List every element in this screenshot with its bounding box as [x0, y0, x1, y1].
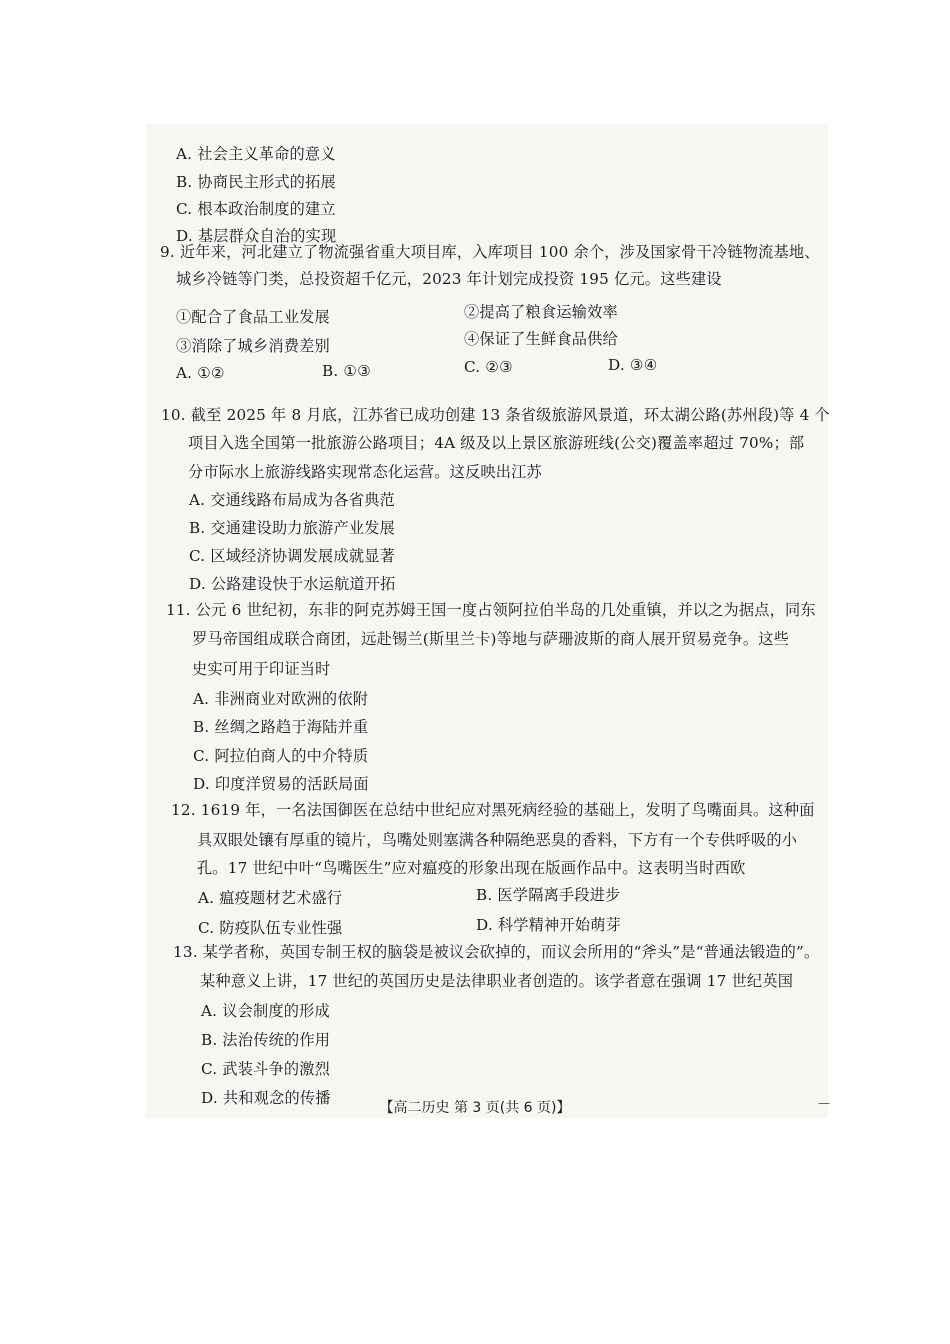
q12-option-d: D. 科学精神开始萌芽 — [476, 916, 621, 934]
q9-item-1: ①配合了食品工业发展 — [176, 308, 330, 326]
q8-option-a: A. 社会主义革命的意义 — [176, 145, 336, 163]
q12-stem-line1: 12. 1619 年，一名法国御医在总结中世纪应对黑死病经验的基础上，发明了鸟嘴面具。这种面 — [171, 801, 815, 819]
footer-mark: — — [818, 1096, 830, 1110]
q9-item-2: ②提高了粮食运输效率 — [464, 303, 618, 321]
page-footer: 【高二历史 第 3 页(共 6 页)】 — [379, 1100, 571, 1116]
q10-stem-line3: 分市际水上旅游线路实现常态化运营。这反映出江苏 — [188, 463, 542, 481]
q9-item-3: ③消除了城乡消费差别 — [176, 337, 330, 355]
q8-option-d: D. 基层群众自治的实现 — [176, 227, 337, 245]
q12-option-a: A. 瘟疫题材艺术盛行 — [198, 889, 343, 907]
q11-stem-line2: 罗马帝国组成联合商团，远赴锡兰(斯里兰卡)等地与萨珊波斯的商人展开贸易竞争。这些 — [192, 630, 789, 648]
q11-option-c: C. 阿拉伯商人的中介特质 — [193, 747, 369, 765]
q9-option-c: C. ②③ — [464, 358, 513, 376]
q10-stem-line2: 项目入选全国第一批旅游公路项目；4A 级及以上景区旅游班线(公交)覆盖率超过 70%；部 — [188, 434, 805, 452]
q9-option-d: D. ③④ — [608, 356, 658, 374]
q11-option-d: D. 印度洋贸易的活跃局面 — [193, 775, 369, 793]
q12-stem-line3: 孔。17 世纪中叶“鸟嘴医生”应对瘟疫的形象出现在版画作品中。这表明当时西欧 — [197, 859, 746, 877]
q13-stem-line2: 某种意义上讲，17 世纪的英国历史是法律职业者创造的。该学者意在强调 17 世纪英国 — [200, 972, 794, 990]
q10-option-c: C. 区域经济协调发展成就显著 — [189, 547, 395, 565]
q12-option-b: B. 医学隔离手段进步 — [476, 886, 621, 904]
q10-option-a: A. 交通线路布局成为各省典范 — [189, 491, 395, 509]
q13-stem-line1: 13. 某学者称，英国专制王权的脑袋是被议会砍掉的，而议会所用的“斧头”是“普通法锻造的”。 — [173, 943, 820, 961]
q9-stem-line1: 9. 近年来，河北建立了物流强省重大项目库，入库项目 100 余个，涉及国家骨干冷链物流基地、 — [160, 243, 820, 261]
q8-option-c: C. 根本政治制度的建立 — [176, 200, 336, 218]
q11-stem-line1: 11. 公元 6 世纪初，东非的阿克苏姆王国一度占领阿拉伯半岛的几处重镇，并以之为据点，同东 — [166, 601, 816, 619]
q11-option-a: A. 非洲商业对欧洲的依附 — [193, 690, 369, 708]
q12-option-c: C. 防疫队伍专业性强 — [198, 919, 343, 937]
q12-stem-line2: 具双眼处镶有厚重的镜片，鸟嘴处则塞满各种隔绝恶臭的香料，下方有一个专供呼吸的小 — [197, 831, 798, 849]
q10-option-b: B. 交通建设助力旅游产业发展 — [189, 519, 396, 537]
q8-option-b: B. 协商民主形式的拓展 — [176, 173, 336, 191]
q11-stem-line3: 史实可用于印证当时 — [192, 660, 331, 678]
q9-stem-line2: 城乡冷链等门类，总投资超千亿元，2023 年计划完成投资 195 亿元。这些建设 — [176, 270, 722, 288]
q13-option-a: A. 议会制度的形成 — [201, 1002, 330, 1020]
q9-item-4: ④保证了生鲜食品供给 — [464, 330, 618, 348]
q9-option-a: A. ①② — [176, 364, 225, 382]
q13-option-d: D. 共和观念的传播 — [201, 1089, 331, 1107]
q13-option-b: B. 法治传统的作用 — [201, 1031, 331, 1049]
q10-option-d: D. 公路建设快于水运航道开拓 — [189, 575, 396, 593]
q13-option-c: C. 武装斗争的激烈 — [201, 1060, 331, 1078]
q11-option-b: B. 丝绸之路趋于海陆并重 — [193, 718, 369, 736]
q9-option-b: B. ①③ — [322, 362, 372, 380]
q10-stem-line1: 10. 截至 2025 年 8 月底，江苏省已成功创建 13 条省级旅游风景道，环太湖公路(苏州段)等 4 个 — [161, 406, 830, 424]
